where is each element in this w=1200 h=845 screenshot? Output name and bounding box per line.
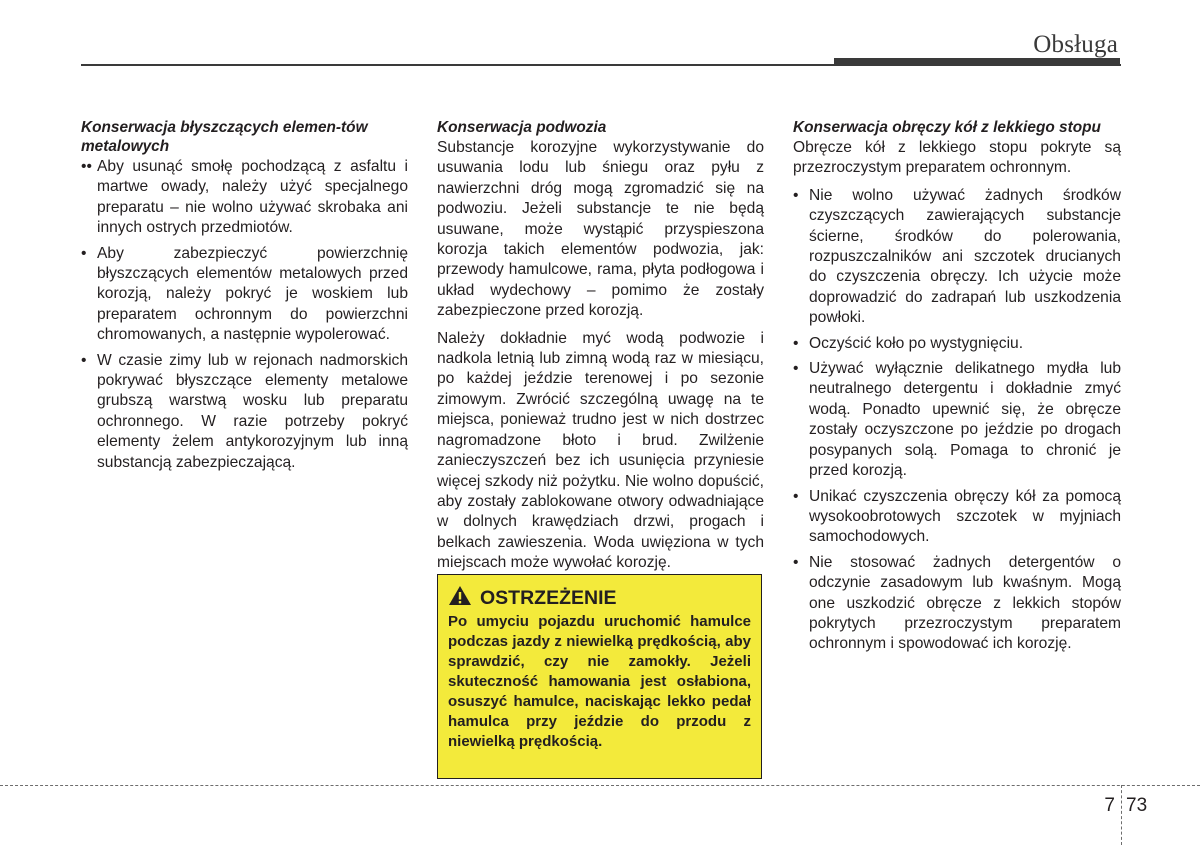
list-item: [793, 359, 1121, 481]
list-item-text: W czasie zimy lub w rejonach nadmorskich pokrywać błyszczące elementy metalowe grubszą warstwą wosku lub preparatu ochronnego. W razie potrzeby pokryć elementy żelem antykorozyjnym lub inną substancją zabezpieczającą.: [97, 351, 408, 471]
bullet-marker: •: [793, 487, 799, 505]
page-number: 73: [1126, 795, 1148, 816]
warning-header: [448, 585, 751, 611]
column-right: [793, 118, 1121, 660]
column-heading: Konserwacja obręczy kół z lekkiego stopu: [793, 119, 1101, 136]
list-item-text: Oczyścić koło po wystygnięciu.: [809, 334, 1024, 352]
column-heading: Konserwacja podwozia: [437, 119, 607, 136]
paragraph: Substancje korozyjne wykorzystywanie do usuwania lodu lub śniegu oraz pyłu z nawierzchni dróg mogą zgromadzić się na podwoziu. Jeżeli substancje te nie będą usuwane, może wystąpić przyspieszona korozja takich elementów podwozia, jak: przewody hamulcowe, rama, płyta podłogowa i układ wydechowy – pomimo że zostały zabezpieczone przed korozją.: [437, 139, 764, 320]
header-rule: [81, 64, 1121, 66]
warning-text: Po umyciu pojazdu uruchomić hamulce podczas jazdy z niewielką prędkością, aby sprawdzić, czy nie zamokły. Jeżeli skuteczność hamowania jest osłabiona, osuszyć hamulce, naciskając lekko pedał hamulca przy jeździe do przodu z niewielką prędkością.: [448, 613, 751, 750]
list-item-text: Aby zabezpieczyć powierzchnię błyszczących elementów metalowych przed korozją, należy pokryć je woskiem lub preparatem ochronnym do powierzchni chromowanych, a następnie wypolerować.: [97, 244, 408, 344]
bullet-list: [793, 186, 1121, 655]
bullet-marker: •: [793, 334, 799, 352]
warning-triangle-icon: [448, 585, 472, 611]
list-item: [793, 487, 1121, 548]
list-item-text: Nie wolno używać żadnych środków czyszczących zawierających substancje ścierne, środków do polerowania, rozpuszczalników ani szczotek drucianych do czyszczenia obręczy. Ich użycie może doprowadzić do zadrapań lub uszkodzenia powłoki.: [809, 186, 1121, 327]
list-item-text: Używać wyłącznie delikatnego mydła lub neutralnego detergentu i dokładnie zmyć wodą. Ponadto upewnić się, że obręcze zostały oczyszczone po jeździe po drogach posypanych solą. Pomaga to chronić je przed korozją.: [809, 360, 1121, 480]
footer-dashed-rule: [0, 785, 1200, 786]
list-item: [81, 157, 408, 239]
chapter-number: 7: [1104, 795, 1115, 816]
list-item-text: Nie stosować żadnych detergentów o odczynie zasadowym lub kwaśnym. Mogą one uszkodzić obręcze z lekkich stopów pokrytych przezroczystym preparatem ochronnym i spowodować ich korozję.: [809, 553, 1121, 653]
bullet-marker: •: [81, 244, 87, 262]
page-number-separator: [1121, 785, 1122, 845]
warning-title: OSTRZEŻENIE: [480, 586, 617, 609]
column-heading: Konserwacja błyszczących elemen-tów metalowych: [81, 119, 368, 155]
list-item: [793, 553, 1121, 655]
bullet-marker: •: [793, 186, 799, 204]
list-item-text: Unikać czyszczenia obręczy kół za pomocą wysokoobrotowych szczotek w myjniach samochodowych.: [809, 487, 1121, 546]
bullet-marker: •: [81, 351, 87, 369]
column-middle: [437, 118, 764, 581]
warning-box: [437, 574, 762, 779]
paragraph: Obręcze kół z lekkiego stopu pokryte są przezroczystym preparatem ochronnym.: [793, 139, 1121, 177]
list-item: [793, 186, 1121, 329]
list-item: [81, 244, 408, 346]
list-item: [81, 351, 408, 473]
bullet-marker: •: [793, 553, 799, 571]
list-item: [793, 334, 1121, 354]
bullet-list: [81, 157, 408, 473]
section-title: Obsługa: [1033, 31, 1118, 58]
paragraph: Należy dokładnie myć wodą podwozie i nadkola letnią lub zimną wodą raz w miesiącu, po każdej jeździe terenowej i po sezonie zimowym. Zwrócić szczególną uwagę na te miejsca, ponieważ trudno jest w nich dostrzec nagromadzone błoto i brud. Zwilżenie zanieczyszczeń bez ich usunięcia przyniesie więcej szkody niż pożytku. Nie wolno dopuścić, aby zostały zablokowane otwory odwadniające w dolnych krawędziach drzwi, progach i belkach zawieszenia. Woda uwięziona w tych miejscach może wywołać korozję.: [437, 329, 764, 572]
bullet-marker: •: [793, 360, 799, 378]
bullet-marker: ••: [81, 158, 92, 175]
list-item-text: Aby usunąć smołę pochodzącą z asfaltu i martwe owady, należy użyć specjalnego preparatu – nie wolno używać skrobaka ani innych ostrych przedmiotów.: [97, 158, 408, 237]
column-left: [81, 118, 408, 478]
